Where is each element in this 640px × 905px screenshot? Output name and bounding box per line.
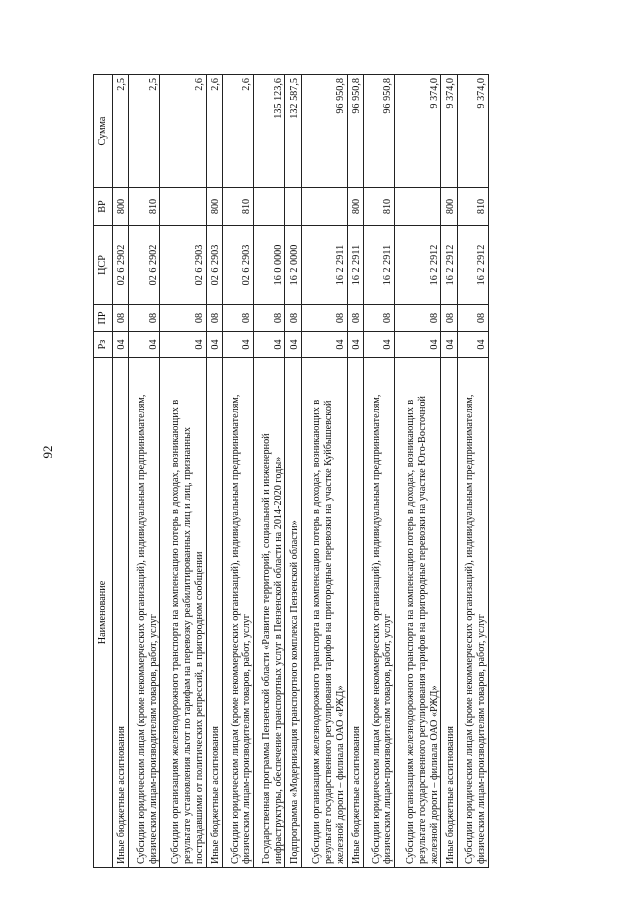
header-pr: ПР	[94, 305, 113, 332]
cell-vr: 810	[364, 188, 395, 226]
cell-rz: 04	[457, 332, 488, 358]
cell-pr: 08	[301, 305, 347, 332]
cell-csr: 16 2 2912	[457, 226, 488, 305]
cell-csr: 02 6 2903	[160, 226, 206, 305]
cell-pr: 08	[206, 305, 222, 332]
cell-rz: 04	[113, 332, 129, 358]
cell-rz: 04	[395, 332, 441, 358]
table-row	[457, 75, 488, 868]
cell-name: Субсидии организациям железнодорожного транспорта на компенсацию потерь в доходах, возникающих в результате государственного регулирования тарифов на пригородные перевозки на участке Куйбышевской железной дороги – филиала ОАО «РЖД»	[301, 358, 347, 868]
cell-csr: 16 2 0000	[285, 226, 301, 305]
table-row	[441, 75, 457, 868]
cell-pr: 08	[222, 305, 253, 332]
cell-sum: 135 123,6	[254, 75, 285, 188]
cell-sum: 96 950,8	[301, 75, 347, 188]
cell-vr	[254, 188, 285, 226]
cell-name: Субсидии юридическим лицам (кроме некоммерческих организаций), индивидуальным предпринимателям, физическим лицам-производителям товаров, работ, услуг	[222, 358, 253, 868]
table-row	[160, 75, 206, 868]
header-sum: Сумма	[94, 75, 113, 188]
cell-vr: 810	[129, 188, 160, 226]
cell-sum: 132 587,5	[285, 75, 301, 188]
cell-sum: 96 950,8	[347, 75, 363, 188]
cell-name: Иные бюджетные ассигнования	[113, 358, 129, 868]
cell-pr: 08	[364, 305, 395, 332]
cell-sum: 2,6	[206, 75, 222, 188]
cell-pr: 08	[254, 305, 285, 332]
table-row	[301, 75, 347, 868]
cell-name: Субсидии организациям железнодорожного транспорта на компенсацию потерь в доходах, возникающих в результате установления льгот по тарифам на перевозку реабилитированных лиц и лиц, признанных пострадавшими от политических репрессий, в пригородном сообщении	[160, 358, 206, 868]
header-vr: ВР	[94, 188, 113, 226]
cell-rz: 04	[129, 332, 160, 358]
cell-pr: 08	[395, 305, 441, 332]
cell-sum: 2,6	[160, 75, 206, 188]
table-row	[347, 75, 363, 868]
cell-rz: 04	[364, 332, 395, 358]
cell-pr: 08	[129, 305, 160, 332]
cell-csr: 02 6 2902	[129, 226, 160, 305]
cell-rz: 04	[206, 332, 222, 358]
table-row	[206, 75, 222, 868]
cell-name: Иные бюджетные ассигнования	[347, 358, 363, 868]
cell-vr	[301, 188, 347, 226]
page-number: 92	[40, 445, 55, 459]
cell-name: Субсидии юридическим лицам (кроме некоммерческих организаций), индивидуальным предпринимателям, физическим лицам-производителям товаров, работ, услуг	[129, 358, 160, 868]
cell-name: Субсидии юридическим лицам (кроме некоммерческих организаций), индивидуальным предпринимателям, физическим лицам-производителям товаров, работ, услуг	[364, 358, 395, 868]
cell-vr	[285, 188, 301, 226]
cell-csr: 02 6 2903	[206, 226, 222, 305]
header-row	[94, 75, 113, 868]
cell-pr: 08	[347, 305, 363, 332]
cell-pr: 08	[457, 305, 488, 332]
cell-pr: 08	[160, 305, 206, 332]
cell-name: Государственная программа Пензенской области «Развитие территорий, социальной и инженерной инфраструктуры, обеспечение транспортных услуг в Пензенской области на 2014-2020 годы»	[254, 358, 285, 868]
cell-name: Субсидии юридическим лицам (кроме некоммерческих организаций), индивидуальным предпринимателям, физическим лицам-производителям товаров, работ, услуг	[457, 358, 488, 868]
cell-vr: 800	[113, 188, 129, 226]
cell-vr: 810	[457, 188, 488, 226]
cell-csr: 02 6 2902	[113, 226, 129, 305]
cell-rz: 04	[285, 332, 301, 358]
cell-rz: 04	[254, 332, 285, 358]
cell-vr	[395, 188, 441, 226]
header-csr: ЦСР	[94, 226, 113, 305]
cell-sum: 96 950,8	[364, 75, 395, 188]
budget-table	[93, 74, 489, 868]
table-row	[285, 75, 301, 868]
cell-sum: 9 374,0	[395, 75, 441, 188]
cell-rz: 04	[222, 332, 253, 358]
cell-name: Иные бюджетные ассигнования	[206, 358, 222, 868]
table-row	[129, 75, 160, 868]
cell-rz: 04	[301, 332, 347, 358]
cell-csr: 16 2 2912	[395, 226, 441, 305]
cell-vr	[160, 188, 206, 226]
cell-vr: 810	[222, 188, 253, 226]
cell-sum: 2,5	[113, 75, 129, 188]
header-name: Наименование	[94, 358, 113, 868]
cell-vr: 800	[347, 188, 363, 226]
cell-csr: 02 6 2903	[222, 226, 253, 305]
cell-sum: 2,6	[222, 75, 253, 188]
rotated-table-container	[93, 75, 489, 868]
cell-name: Субсидии организациям железнодорожного транспорта на компенсацию потерь в доходах, возникающих в результате государственного регулирования тарифов на пригородные перевозки на участке Юго-Восточной железной дороги – филиала ОАО «РЖД»	[395, 358, 441, 868]
cell-vr: 800	[206, 188, 222, 226]
table-row	[395, 75, 441, 868]
table-row	[113, 75, 129, 868]
table-body	[113, 75, 489, 868]
cell-csr: 16 2 2911	[364, 226, 395, 305]
table-row	[254, 75, 285, 868]
cell-pr: 08	[113, 305, 129, 332]
table-row	[222, 75, 253, 868]
header-rz: Рз	[94, 332, 113, 358]
cell-csr: 16 2 2911	[347, 226, 363, 305]
cell-name: Подпрограмма «Модернизация транспортного комплекса Пензенской области»	[285, 358, 301, 868]
cell-name: Иные бюджетные ассигнования	[441, 358, 457, 868]
cell-rz: 04	[347, 332, 363, 358]
cell-rz: 04	[160, 332, 206, 358]
cell-rz: 04	[441, 332, 457, 358]
cell-csr: 16 2 2912	[441, 226, 457, 305]
cell-sum: 9 374,0	[457, 75, 488, 188]
cell-pr: 08	[285, 305, 301, 332]
cell-sum: 9 374,0	[441, 75, 457, 188]
cell-csr: 16 2 2911	[301, 226, 347, 305]
table-row	[364, 75, 395, 868]
cell-sum: 2,5	[129, 75, 160, 188]
cell-vr: 800	[441, 188, 457, 226]
cell-csr: 16 0 0000	[254, 226, 285, 305]
cell-pr: 08	[441, 305, 457, 332]
